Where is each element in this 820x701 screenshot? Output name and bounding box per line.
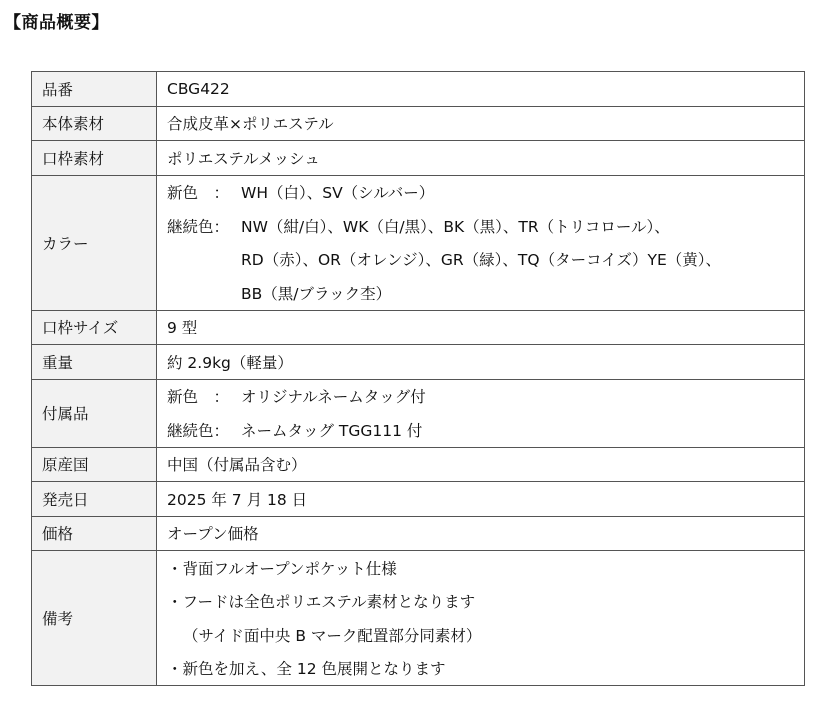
accessories-cont-value: ネームタッグ TGG111 付 <box>241 421 423 440</box>
label-frame-material: 口枠素材 <box>32 141 157 176</box>
row-notes <box>32 551 805 686</box>
value-body-material: 合成皮革×ポリエステル <box>167 115 334 134</box>
label-origin: 原産国 <box>32 447 157 482</box>
color-new-prefix: 新色 ： <box>167 184 230 203</box>
product-spec-table <box>31 71 805 686</box>
value-hinban: CBG422 <box>167 79 230 98</box>
row-accessories <box>32 379 805 447</box>
accessories-cont-prefix: 継続色： <box>167 421 230 440</box>
accessories-new-prefix: 新色 ： <box>167 388 230 407</box>
value-release: 2025 年 7 月 18 日 <box>167 490 308 509</box>
value-frame-material: ポリエステルメッシュ <box>167 149 320 168</box>
color-new-line <box>167 176 794 210</box>
value-price: オープン価格 <box>167 525 259 544</box>
row-origin <box>32 447 805 482</box>
label-color: カラー <box>32 175 157 310</box>
label-release: 発売日 <box>32 482 157 517</box>
label-body-material: 本体素材 <box>32 106 157 141</box>
color-cont-line-2: RD（赤）、OR（オレンジ）、GR（緑）、TQ（ターコイズ）YE（黄）、 <box>241 251 721 270</box>
label-hinban: 品番 <box>32 72 157 107</box>
label-frame-size: 口枠サイズ <box>32 310 157 345</box>
value-origin: 中国（付属品含む） <box>167 456 307 475</box>
row-frame-material <box>32 141 805 176</box>
label-notes: 備考 <box>32 551 157 686</box>
color-new-value: WH（白）、SV（シルバー） <box>241 184 435 203</box>
label-accessories: 付属品 <box>32 379 157 447</box>
notes-line-1: ・背面フルオープンポケット仕様 <box>167 559 397 578</box>
accessories-new-value: オリジナルネームタッグ付 <box>241 388 426 407</box>
row-body-material <box>32 106 805 141</box>
color-cont-line-3: BB（黒/ブラック杢） <box>241 284 392 303</box>
row-weight <box>32 345 805 380</box>
color-cont-line-1 <box>167 209 794 243</box>
row-price <box>32 516 805 551</box>
notes-line-2: ・フードは全色ポリエステル素材となります <box>167 593 476 612</box>
section-heading: 【商品概要】 <box>4 13 109 33</box>
label-weight: 重量 <box>32 345 157 380</box>
color-cont-value-1: NW（紺/白）、WK（白/黒）、BK（黒）、TR（トリコロール）、 <box>241 217 670 236</box>
label-price: 価格 <box>32 516 157 551</box>
notes-line-3: （サイド面中央 B マーク配置部分同素材） <box>183 626 482 645</box>
row-color <box>32 175 805 310</box>
row-hinban <box>32 72 805 107</box>
accessories-new-line <box>167 380 794 414</box>
accessories-cont-line <box>167 413 794 447</box>
row-frame-size <box>32 310 805 345</box>
value-weight: 約 2.9kg（軽量） <box>167 353 293 372</box>
notes-line-4: ・新色を加え、全 12 色展開となります <box>167 660 446 679</box>
value-frame-size: 9 型 <box>167 319 198 338</box>
color-cont-prefix: 継続色： <box>167 217 230 236</box>
row-release <box>32 482 805 517</box>
